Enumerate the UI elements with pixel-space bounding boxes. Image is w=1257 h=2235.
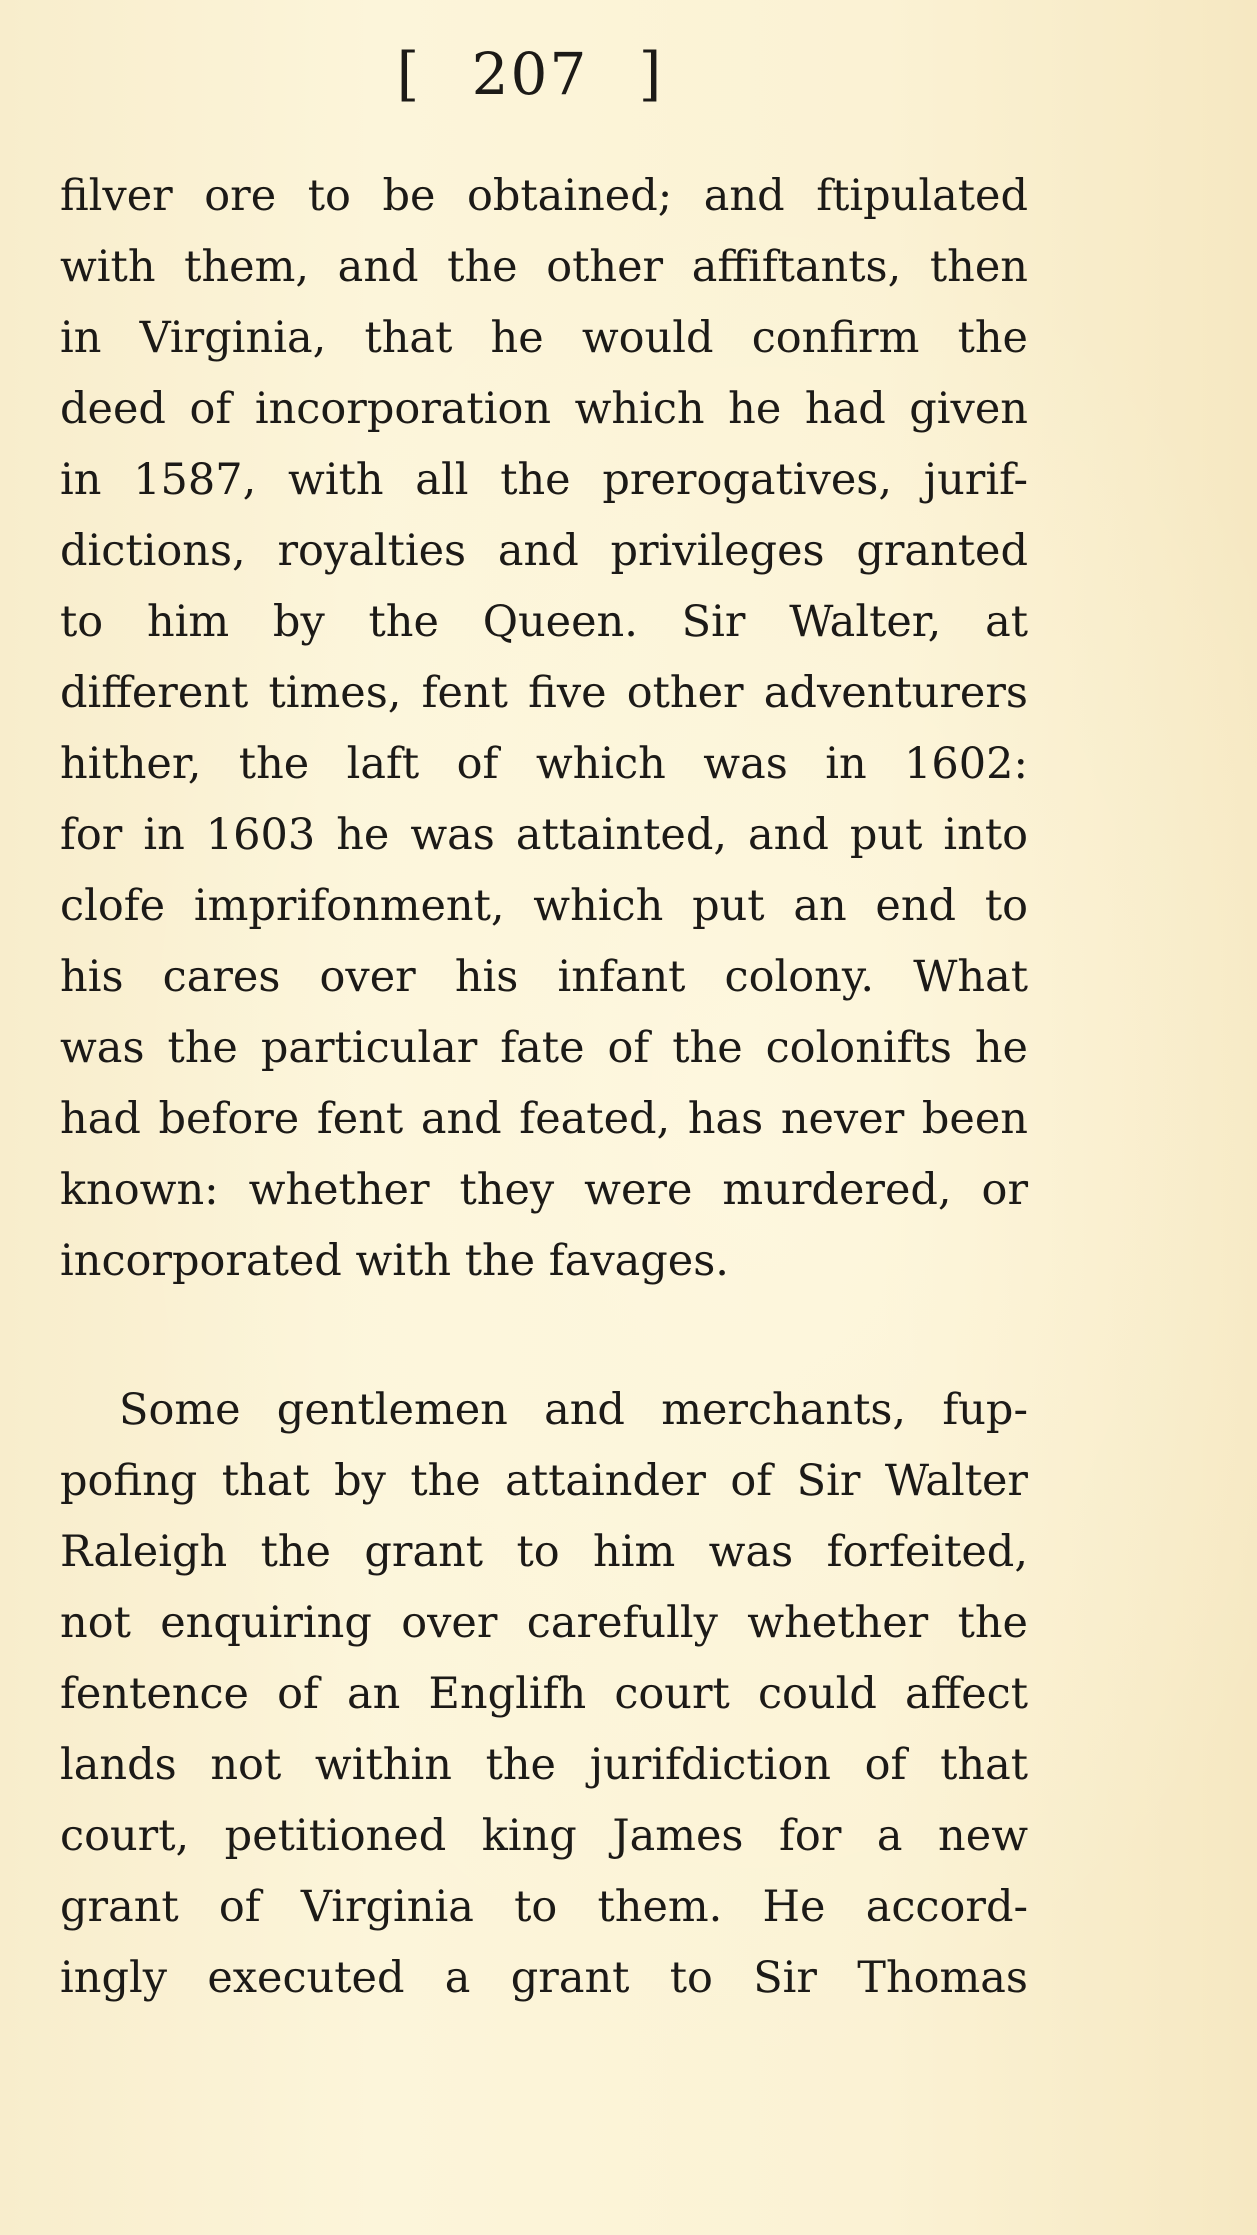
- text-line: incorporated with the favages.: [60, 1236, 729, 1286]
- text-line: for in 1603 he was attainted, and put into: [60, 810, 1028, 860]
- text-line: known: whether they were murdered, or: [60, 1165, 1028, 1215]
- text-line: fentence of an Englifh court could affect: [60, 1669, 1028, 1719]
- text-line: grant of Virginia to them. He accord-: [60, 1882, 1028, 1932]
- paragraph-1: [60, 161, 1028, 1297]
- paragraph-2: [60, 1375, 1028, 2014]
- text-line: had before fent and feated, has never been: [60, 1094, 1028, 1144]
- text-line: court, petitioned king James for a new: [60, 1811, 1028, 1861]
- text-line: dictions, royalties and privileges granted: [60, 526, 1028, 576]
- text-line: hither, the laft of which was in 1602:: [60, 739, 1028, 789]
- text-line: with them, and the other affiftants, then: [60, 242, 1028, 292]
- page-number: [ 207 ]: [396, 40, 664, 108]
- text-line: Raleigh the grant to him was forfeited,: [60, 1527, 1028, 1577]
- text-line: different times, fent five other adventurers: [60, 668, 1028, 718]
- text-line: ingly executed a grant to Sir Thomas: [60, 1953, 1028, 2003]
- text-line: lands not within the jurifdiction of that: [60, 1740, 1028, 1790]
- text-line: to him by the Queen. Sir Walter, at: [60, 597, 1028, 647]
- text-line: not enquiring over carefully whether the: [60, 1598, 1028, 1648]
- text-line: his cares over his infant colony. What: [60, 952, 1028, 1002]
- text-line: in Virginia, that he would confirm the: [60, 313, 1028, 363]
- text-line: pofing that by the attainder of Sir Walter: [60, 1456, 1028, 1506]
- text-line: was the particular fate of the colonifts he: [60, 1023, 1028, 1073]
- text-line: clofe imprifonment, which put an end to: [60, 881, 1028, 931]
- text-line: in 1587, with all the prerogatives, jurif-: [60, 455, 1028, 505]
- text-line: deed of incorporation which he had given: [60, 384, 1028, 434]
- text-line: Some gentlemen and merchants, fup-: [119, 1385, 1028, 1435]
- text-line: filver ore to be obtained; and ftipulated: [60, 171, 1028, 221]
